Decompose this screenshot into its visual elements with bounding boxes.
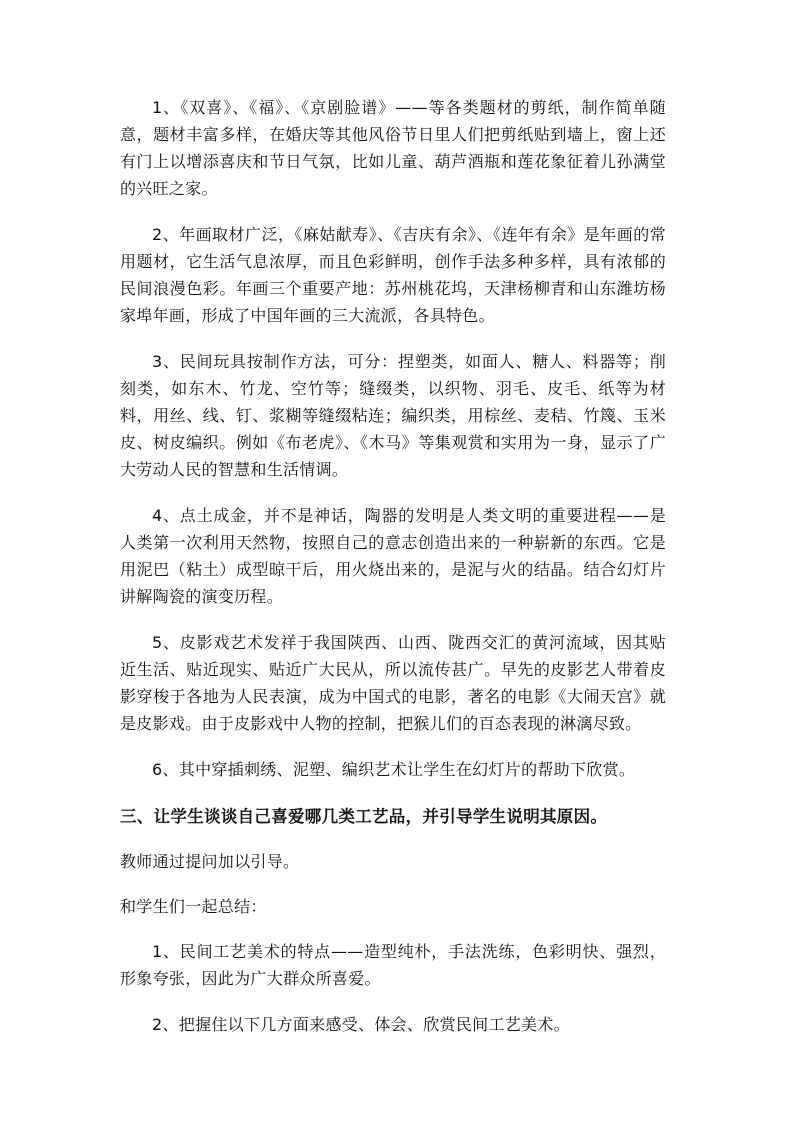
paragraph-embroidery: 6、其中穿插刺绣、泥塑、编织艺术让学生在幻灯片的帮助下欣赏。 bbox=[152, 760, 636, 779]
paragraph-papercut: 1、《双喜》、《福》、《京剧脸谱》——等各类题材的剪纸，制作简单随意，题材丰富多样，在婚庆等其他风俗节日里人们把剪纸贴到墙上，窗上还有门上以增添喜庆和节日气氛，比如儿童、葫芦酒瓶和莲花象征着儿孙满堂的兴旺之家。 bbox=[120, 98, 666, 198]
teacher-guidance-line: 教师通过提问加以引导。 bbox=[120, 852, 300, 871]
paragraph-folk-toys: 3、民间玩具按制作方法，可分：捏塑类，如面人、糖人、料器等；削刻类，如东木、竹龙、空竹等；缝缀类，以织物、羽毛、皮毛、纸等为材料，用丝、线、钉、浆糊等缝缀粘连；编织类，用棕丝、麦秸、竹篾、玉米皮、树皮编织。例如《布老虎》、《木马》等集观赏和实用为一身，显示了广大劳动人民的智慧和生活情调。 bbox=[120, 352, 666, 479]
summary-item-appreciation: 2、把握住以下几方面来感受、体会、欣赏民间工艺美术。 bbox=[152, 1015, 570, 1034]
summary-item-characteristics: 1、民间工艺美术的特点——造型纯朴，手法洗练，色彩明快、强烈，形象夸张，因此为广大群众所喜爱。 bbox=[120, 942, 666, 988]
document-body bbox=[120, 94, 666, 1038]
paragraph-shadow-play: 5、皮影戏艺术发祥于我国陕西、山西、陇西交汇的黄河流域，因其贴近生活、贴近现实、贴近广大民从，所以流传甚广。早先的皮影艺人带着皮影穿梭于各地为人民表演，成为中国式的电影，著名的电影《大闹天宫》就是皮影戏。由于皮影戏中人物的控制，把猴儿们的百态表现的淋漓尽致。 bbox=[120, 633, 666, 733]
section-heading: 三、让学生谈谈自己喜爱哪几类工艺品，并引导学生说明其原因。 bbox=[120, 807, 608, 826]
summary-intro: 和学生们一起总结： bbox=[120, 897, 267, 916]
paragraph-pottery: 4、点土成金，并不是神话，陶器的发明是人类文明的重要进程——是人类第一次利用天然物，按照自己的意志创造出来的一种崭新的东西。它是用泥巴（粘土）成型晾干后，用火烧出来的，是泥与火的结晶。结合幻灯片讲解陶瓷的演变历程。 bbox=[120, 506, 666, 606]
paragraph-new-year-pictures: 2、年画取材广泛，《麻姑献寿》、《吉庆有余》、《连年有余》是年画的常用题材，它生活气息浓厚，而且色彩鲜明，创作手法多种多样，具有浓郁的民间浪漫色彩。年画三个重要产地：苏州桃花坞，天津杨柳青和山东潍坊杨家埠年画，形成了中国年画的三大流派，各具特色。 bbox=[120, 225, 666, 325]
